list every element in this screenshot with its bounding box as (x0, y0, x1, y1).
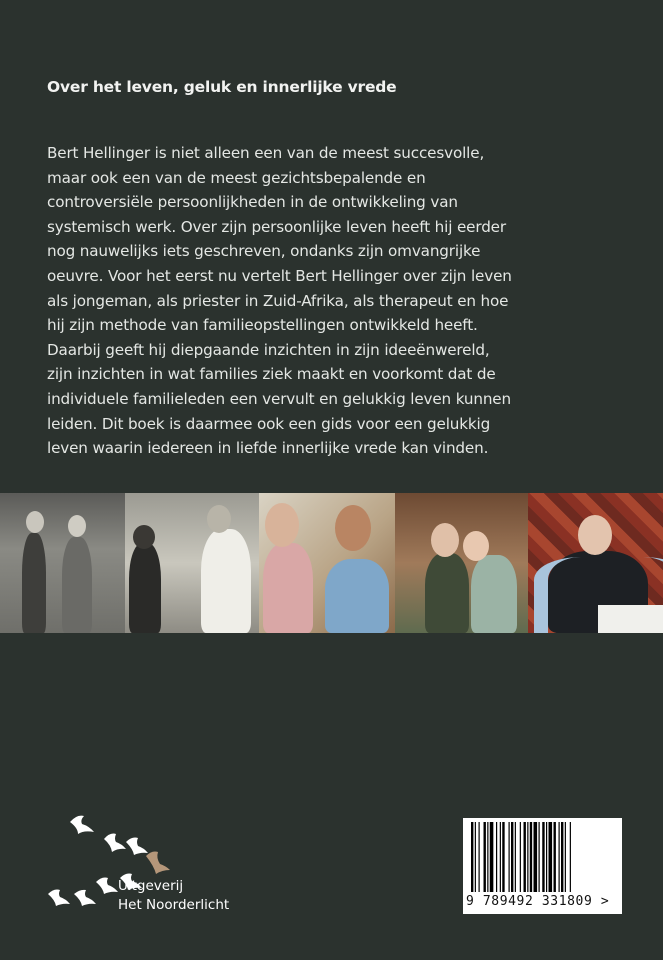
blurb-line: maar ook een van de meest gezichtsbepalende en (47, 168, 426, 187)
blurb-line: leiden. Dit boek is daarmee ook een gids voor een gelukkig (47, 414, 491, 433)
photo-interview-bw (125, 493, 259, 633)
barcode (463, 818, 622, 914)
photo-children (0, 493, 125, 633)
publisher-name-line2: Het Noorderlicht (118, 897, 230, 913)
blurb-line: Bert Hellinger is niet alleen een van de meest succesvolle, (47, 144, 485, 162)
blurb-line: individuele familieleden een vervult en gelukkig leven kunnen (47, 389, 511, 408)
blurb-line: leven waarin iedereen in liefde innerlijke vrede kan vinden. (47, 439, 489, 458)
photo-strip (0, 493, 663, 633)
back-cover-subtitle: Over het leven, geluk en innerlijke vrede (47, 78, 397, 96)
blurb-line: zijn inzichten in wat families ziek maakt en voorkomt dat de (47, 365, 496, 384)
publisher-name-line1: Uitgeverij (118, 878, 184, 894)
bird-accent-icon (146, 852, 170, 875)
blurb-line: nog nauwelijks iets geschreven, ondanks zijn omvangrijke (47, 242, 481, 261)
photo-couple (395, 493, 528, 633)
isbn-number: 9 789492 331809 > (466, 894, 610, 909)
blurb-line: oeuvre. Voor het eerst nu vertelt Bert Hellinger over zijn leven (47, 266, 512, 285)
blurb-line: hij zijn methode van familieopstellingen ontwikkeld heeft. (47, 316, 478, 335)
photo-writing (528, 493, 663, 633)
blurb-line: als jongeman, als priester in Zuid-Afrika, als therapeut en hoe (47, 291, 509, 310)
blurb-line: controversiële persoonlijkheden in de ontwikkeling van (47, 193, 458, 212)
back-cover-blurb (47, 141, 567, 461)
blurb-line: systemisch werk. Over zijn persoonlijke leven heeft hij eerder (47, 217, 506, 236)
barcode-bars (469, 822, 617, 894)
photo-interview-color (259, 493, 395, 633)
blurb-line: Daarbij geeft hij diepgaande inzichten in zijn ideeënwereld, (47, 340, 490, 359)
